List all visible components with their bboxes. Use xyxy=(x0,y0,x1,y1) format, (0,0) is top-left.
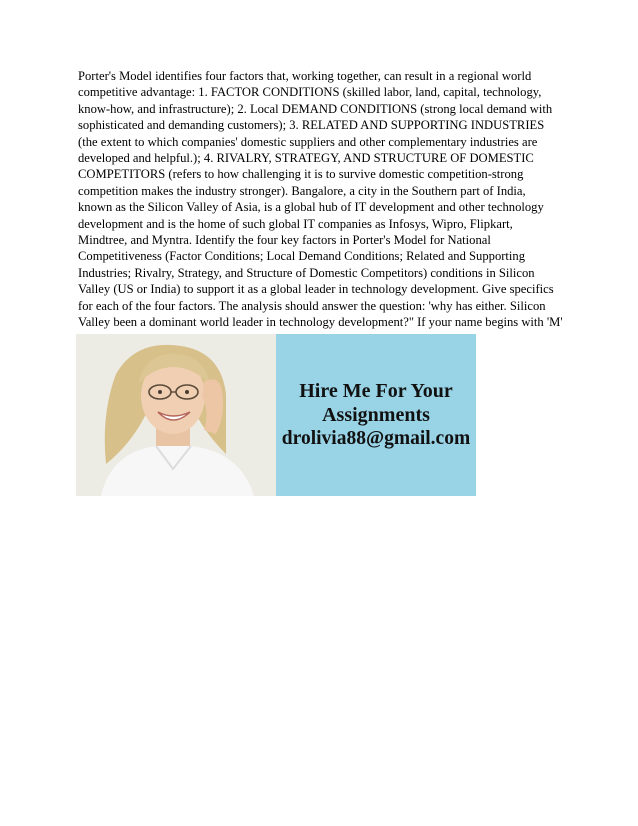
advertisement-banner[interactable] xyxy=(76,334,476,496)
woman-photo xyxy=(76,334,276,496)
ad-subheadline: Assignments xyxy=(322,404,430,426)
contact-panel[interactable] xyxy=(276,334,476,496)
body-paragraph: Porter's Model identifies four factors that, working together, can result in a regional world competitive advantage: 1. FACTOR CONDITIONS (skilled labor, land, capital, technology, know-how, and infrastructure); 2. Local DEMAND CONDITIONS (strong local demand with sophisticated and demanding customers); 3. RELATED AND SUPPORTING INDUSTRIES (the extent to which companies' domestic suppliers and other complementary industries are developed and helpful.); 4. RIVALRY, STRATEGY, AND STRUCTURE OF DOMESTIC COMPETITORS (refers to how challenging it is to survive domestic competition-strong competition makes the industry stronger). Bangalore, a city in the Southern part of India, known as the Silicon Valley of Asia, is a global hub of IT development and other technology development and is the home of such global IT companies as Infosys, Wipro, Flipkart, Mindtree, and Myntra. Identify the four key factors in Porter's Model for National Competitiveness (Factor Conditions; Local Demand Conditions; Related and Supporting Industries; Rivalry, Strategy, and Structure of Domestic Competitors) conditions in Silicon Valley (US or India) to support it as a global leader in technology development. Give specifics for each of the four factors. The analysis should answer the question: 'why has either. Silicon Valley been a dominant world leader in technology development?" If your name begins with 'M' xyxy=(78,69,563,330)
contact-email-link[interactable]: drolivia88@gmail.com xyxy=(281,428,471,449)
ad-headline: Hire Me For Your xyxy=(299,380,453,402)
